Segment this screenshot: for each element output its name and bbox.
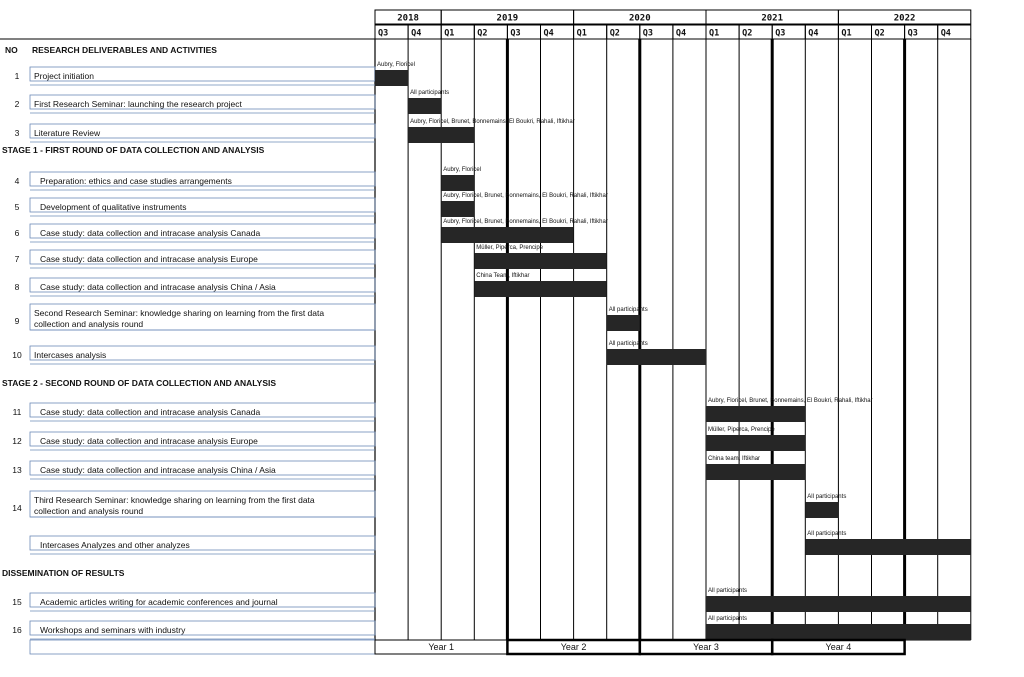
task-row xyxy=(15,62,415,86)
task-row xyxy=(30,531,971,555)
task-participants: Aubry, Floricel, Brunet, Bonnemains, El Boukri, Rahali, Iftikhar xyxy=(708,398,873,404)
task-label: Case study: data collection and intracase analysis China / Asia xyxy=(40,282,276,292)
project-years-footer xyxy=(30,640,905,654)
task-number: 4 xyxy=(14,176,20,186)
task-row xyxy=(15,245,607,269)
task-label-line2: collection and analysis round xyxy=(34,506,144,516)
quarter-label: Q4 xyxy=(808,28,819,39)
task-number: 8 xyxy=(14,282,20,292)
quarter-label: Q3 xyxy=(775,28,786,39)
quarter-label: Q2 xyxy=(609,28,620,39)
quarter-label: Q1 xyxy=(709,28,720,39)
task-label: Case study: data collection and intracase analysis Europe xyxy=(40,254,258,264)
task-label: Preparation: ethics and case studies arrangements xyxy=(40,176,232,186)
task-bar xyxy=(408,98,441,114)
quarter-label: Q3 xyxy=(378,28,389,39)
project-year-label: Year 1 xyxy=(428,642,455,652)
task-bar xyxy=(706,596,971,612)
task-participants: All participants xyxy=(410,90,450,96)
year-label: 2022 xyxy=(893,13,916,24)
task-participants: Müller, Piperca, Prencipe xyxy=(708,427,775,433)
header-title: RESEARCH DELIVERABLES AND ACTIVITIES xyxy=(32,45,217,55)
task-label: Case study: data collection and intracase analysis Canada xyxy=(40,407,261,417)
task-number: 7 xyxy=(14,254,20,264)
task-bar xyxy=(474,281,606,297)
section-dissemination: DISSEMINATION OF RESULTS xyxy=(2,568,125,578)
task-row xyxy=(15,167,481,191)
task-number: 13 xyxy=(12,465,22,475)
task-bar xyxy=(607,349,706,365)
task-participants: All participants xyxy=(807,531,847,537)
year-label: 2020 xyxy=(628,13,651,24)
task-label: Literature Review xyxy=(34,128,101,138)
task-participants: Aubry, Floricel xyxy=(377,62,415,68)
task-participants: Müller, Piperca, Prencipe xyxy=(476,245,544,251)
quarter-label: Q2 xyxy=(477,28,488,39)
task-row xyxy=(12,616,971,640)
year-headers xyxy=(375,10,971,24)
task-number: 12 xyxy=(12,436,22,446)
quarter-label: Q3 xyxy=(642,28,654,39)
task-bar xyxy=(706,435,805,451)
task-participants: Aubry, Floricel xyxy=(443,167,482,173)
task-row xyxy=(12,456,805,480)
quarter-label: Q4 xyxy=(411,28,422,39)
quarter-label: Q4 xyxy=(940,28,951,39)
task-row xyxy=(15,119,575,143)
task-participants: Aubry, Floricel, Brunet, Bonnemains, El Boukri, Rahali, Iftikhar xyxy=(443,193,608,199)
task-row xyxy=(13,398,873,422)
section-stage2: STAGE 2 - SECOND ROUND OF DATA COLLECTION AND ANALYSIS xyxy=(2,378,277,388)
section-stage1: STAGE 1 - FIRST ROUND OF DATA COLLECTION AND ANALYSIS xyxy=(2,145,265,155)
task-label: Development of qualitative instruments xyxy=(40,202,187,212)
task-label: Second Research Seminar: knowledge sharing on learning from the first data xyxy=(34,308,325,318)
task-label: Case study: data collection and intracase analysis Canada xyxy=(40,228,261,238)
project-year-label: Year 2 xyxy=(560,642,587,652)
task-bar xyxy=(375,70,408,86)
header-no: NO xyxy=(5,45,18,55)
task-bar xyxy=(408,127,474,143)
year-label: 2021 xyxy=(761,13,784,24)
quarter-label: Q4 xyxy=(543,28,554,39)
task-bar xyxy=(706,464,805,480)
task-participants: China Team, Iftikhar xyxy=(476,273,530,279)
task-bar xyxy=(607,315,640,331)
task-bar xyxy=(706,624,971,640)
task-number: 5 xyxy=(14,202,20,212)
task-bar xyxy=(441,227,573,243)
task-number: 9 xyxy=(14,316,20,326)
task-bar xyxy=(474,253,606,269)
year-label: 2018 xyxy=(397,13,419,24)
task-label: Intercases Analyzes and other analyzes xyxy=(40,540,190,550)
task-participants: Aubry, Floricel, Brunet, Bonnemains, El Boukri, Rahali, Iftikhar xyxy=(410,119,575,125)
task-label-line2: collection and analysis round xyxy=(34,319,144,329)
task-number: 15 xyxy=(12,597,22,607)
quarter-label: Q1 xyxy=(841,28,852,39)
task-label: Third Research Seminar: knowledge sharing on learning from the first data xyxy=(34,495,315,505)
task-participants: All participants xyxy=(807,494,847,500)
task-bar xyxy=(441,175,474,191)
task-number: 16 xyxy=(12,625,22,635)
task-bar xyxy=(805,539,971,555)
task-row xyxy=(12,588,971,612)
quarter-headers xyxy=(375,25,971,39)
task-row xyxy=(15,90,449,114)
quarter-label: Q4 xyxy=(675,28,687,39)
task-participants: Aubry, Floricel, Brunet, Bonnemains, El Boukri, Rahali, Iftikhar xyxy=(443,219,608,225)
quarter-label: Q2 xyxy=(742,28,753,39)
quarter-label: Q1 xyxy=(576,28,587,39)
task-row xyxy=(15,193,608,217)
task-label: Workshops and seminars with industry xyxy=(40,625,186,635)
task-participants: China team, Iftikhar xyxy=(708,456,761,462)
task-bar xyxy=(706,406,805,422)
task-label: Case study: data collection and intracase analysis Europe xyxy=(40,436,258,446)
task-participants: All participants xyxy=(608,307,648,313)
task-row xyxy=(15,219,608,243)
task-row xyxy=(12,491,846,518)
task-number: 10 xyxy=(12,350,22,360)
task-participants: All participants xyxy=(608,341,648,347)
project-year-label: Year 3 xyxy=(693,642,719,652)
task-row xyxy=(15,304,648,331)
quarter-label: Q3 xyxy=(907,28,918,39)
footer-label-box xyxy=(30,640,375,654)
task-number: 1 xyxy=(14,71,20,81)
task-number: 6 xyxy=(14,228,20,238)
quarter-label: Q1 xyxy=(444,28,455,39)
task-participants: All participants xyxy=(708,588,748,594)
quarter-label: Q3 xyxy=(510,28,521,39)
task-bar xyxy=(805,502,838,518)
task-bar xyxy=(441,201,474,217)
year-label: 2019 xyxy=(496,13,519,24)
task-number: 11 xyxy=(12,407,22,417)
task-number: 2 xyxy=(14,99,20,109)
task-participants: All participants xyxy=(708,616,748,622)
task-label: Intercases analysis xyxy=(34,350,107,360)
task-label: Case study: data collection and intracase analysis China / Asia xyxy=(40,465,276,475)
task-label: Project initiation xyxy=(34,71,95,81)
task-label: Academic articles writing for academic conferences and journal xyxy=(40,597,278,607)
quarter-label: Q2 xyxy=(874,28,885,39)
task-label: First Research Seminar: launching the research project xyxy=(34,99,242,109)
task-row xyxy=(12,427,805,451)
project-year-label: Year 4 xyxy=(825,642,852,652)
task-number: 3 xyxy=(14,128,20,138)
task-row xyxy=(12,341,706,365)
task-row xyxy=(15,273,607,297)
task-number: 14 xyxy=(12,503,22,513)
